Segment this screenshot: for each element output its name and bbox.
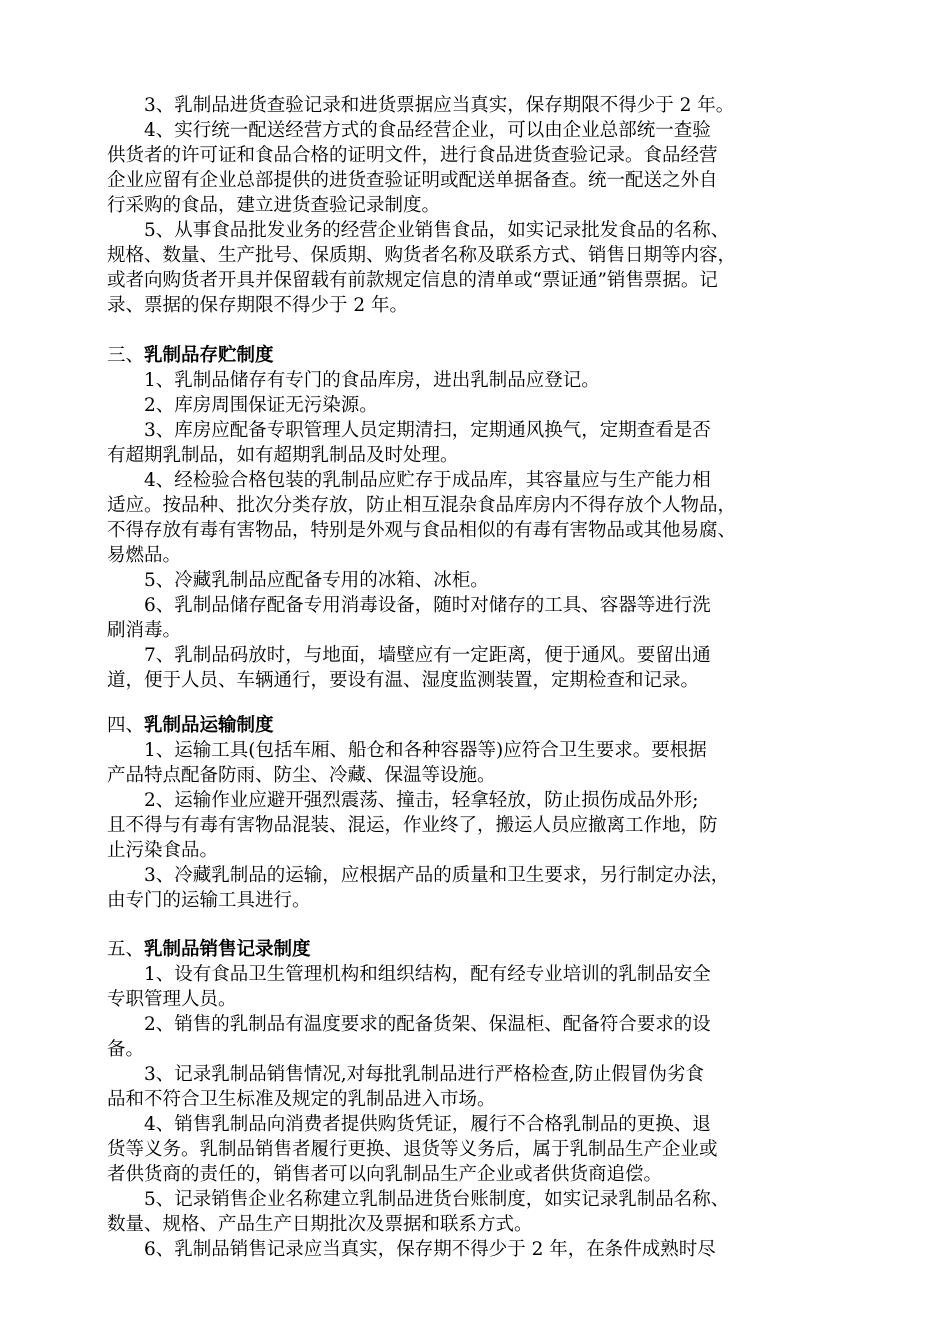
paragraph-line: 7、乳制品码放时，与地面，墙壁应有一定距离，便于通风。要留出通 bbox=[107, 645, 711, 666]
paragraph-line: 1、运输工具(包括车厢、船仓和各种容器等)应符合卫生要求。要根据 bbox=[107, 740, 707, 761]
paragraph-line: 供货者的许可证和食品合格的证明文件，进行食品进货查验记录。食品经营 bbox=[107, 145, 718, 166]
paragraph-line: 5、记录销售企业名称建立乳制品进货台账制度，如实记录乳制品名称、 bbox=[107, 1189, 730, 1210]
paragraph-line: 货等义务。乳制品销售者履行更换、退货等义务后，属于乳制品生产企业或 bbox=[107, 1139, 718, 1160]
section-heading bbox=[107, 343, 847, 368]
paragraph-line: 4、销售乳制品向消费者提供购货凭证，履行不合格乳制品的更换、退 bbox=[107, 1114, 711, 1135]
paragraph-line: 且不得与有毒有害物品混装、混运，作业终了，搬运人员应撤离工作地，防 bbox=[107, 815, 718, 836]
section-transport bbox=[107, 713, 847, 913]
paragraph-line: 5、从事食品批发业务的经营企业销售食品，如实记录批发食品的名称、 bbox=[107, 220, 730, 241]
paragraph-line: 5、冷藏乳制品应配备专用的冰箱、冰柜。 bbox=[107, 570, 489, 591]
paragraph-line: 4、实行统一配送经营方式的食品经营企业，可以由企业总部统一查验 bbox=[107, 120, 711, 141]
paragraph-line: 3、乳制品进货查验记录和进货票据应当真实，保存期限不得少于 2 年。 bbox=[107, 95, 735, 116]
section-number: 四、 bbox=[107, 715, 145, 736]
section-title: 乳制品销售记录制度 bbox=[144, 939, 311, 960]
section-title: 乳制品存贮制度 bbox=[144, 345, 274, 366]
paragraph-line: 适应。按品种、批次分类存放，防止相互混杂食品库房内不得存放个人物品， bbox=[107, 495, 737, 516]
paragraph-line: 3、记录乳制品销售情况,对每批乳制品进行严格检查,防止假冒伪劣食 bbox=[107, 1064, 705, 1085]
section-number: 五、 bbox=[107, 939, 145, 960]
paragraph-line: 企业应留有企业总部提供的进货查验证明或配送单据备查。统一配送之外自 bbox=[107, 170, 718, 191]
paragraph-line: 易燃品。 bbox=[107, 545, 182, 566]
paragraph-line: 2、销售的乳制品有温度要求的配备货架、保温柜、配备符合要求的设 bbox=[107, 1014, 711, 1035]
paragraph-line: 2、库房周围保证无污染源。 bbox=[107, 395, 378, 416]
paragraph-line: 规格、数量、生产批号、保质期、购货者名称及联系方式、销售日期等内容， bbox=[107, 245, 737, 266]
paragraph-line: 3、冷藏乳制品的运输，应根据产品的质量和卫生要求，另行制定办法， bbox=[107, 865, 730, 886]
paragraph-line: 数量、规格、产品生产日期批次及票据和联系方式。 bbox=[107, 1214, 533, 1235]
paragraph-line: 或者向购货者开具并保留载有前款规定信息的清单或“票证通”销售票据。记 bbox=[107, 270, 718, 291]
paragraph-line: 者供货商的责任的，销售者可以向乳制品生产企业或者供货商追偿。 bbox=[107, 1164, 663, 1185]
section-title: 乳制品运输制度 bbox=[144, 715, 274, 736]
paragraph-line: 有超期乳制品，如有超期乳制品及时处理。 bbox=[107, 445, 459, 466]
paragraph-line: 1、设有食品卫生管理机构和组织结构，配有经专业培训的乳制品安全 bbox=[107, 964, 711, 985]
paragraph-line: 刷消毒。 bbox=[107, 620, 182, 641]
paragraph-line: 2、运输作业应避开强烈震荡、撞击，轻拿轻放，防止损伤成品外形; bbox=[107, 790, 699, 811]
paragraph-line: 行采购的食品，建立进货查验记录制度。 bbox=[107, 195, 441, 216]
section-heading bbox=[107, 937, 847, 962]
section-number: 三、 bbox=[107, 345, 145, 366]
paragraph-line: 不得存放有毒有害物品，特别是外观与食品相似的有毒有害物品或其他易腐、 bbox=[107, 520, 737, 541]
paragraph-line: 6、乳制品销售记录应当真实，保存期不得少于 2 年，在条件成熟时尽 bbox=[107, 1239, 716, 1260]
paragraph-line: 由专门的运输工具进行。 bbox=[107, 890, 311, 911]
paragraph-line: 产品特点配备防雨、防尘、冷藏、保温等设施。 bbox=[107, 765, 496, 786]
paragraph-line: 录、票据的保存期限不得少于 2 年。 bbox=[107, 295, 409, 316]
section-purchase-inspection bbox=[107, 93, 847, 318]
paragraph-line: 专职管理人员。 bbox=[107, 989, 237, 1010]
paragraph-line: 道，便于人员、车辆通行，要设有温、湿度监测装置，定期检查和记录。 bbox=[107, 670, 700, 691]
section-sales-record bbox=[107, 937, 847, 1262]
paragraph-line: 6、乳制品储存配备专用消毒设备，随时对储存的工具、容器等进行洗 bbox=[107, 595, 711, 616]
paragraph-line: 4、经检验合格包装的乳制品应贮存于成品库，其容量应与生产能力相 bbox=[107, 470, 711, 491]
paragraph-line: 备。 bbox=[107, 1039, 145, 1060]
paragraph-line: 止污染食品。 bbox=[107, 840, 219, 861]
paragraph-line: 3、库房应配备专职管理人员定期清扫，定期通风换气，定期查看是否 bbox=[107, 420, 711, 441]
paragraph-line: 1、乳制品储存有专门的食品库房，进出乳制品应登记。 bbox=[107, 370, 600, 391]
section-heading bbox=[107, 713, 847, 738]
section-storage bbox=[107, 343, 847, 693]
paragraph-line: 品和不符合卫生标准及规定的乳制品进入市场。 bbox=[107, 1089, 496, 1110]
